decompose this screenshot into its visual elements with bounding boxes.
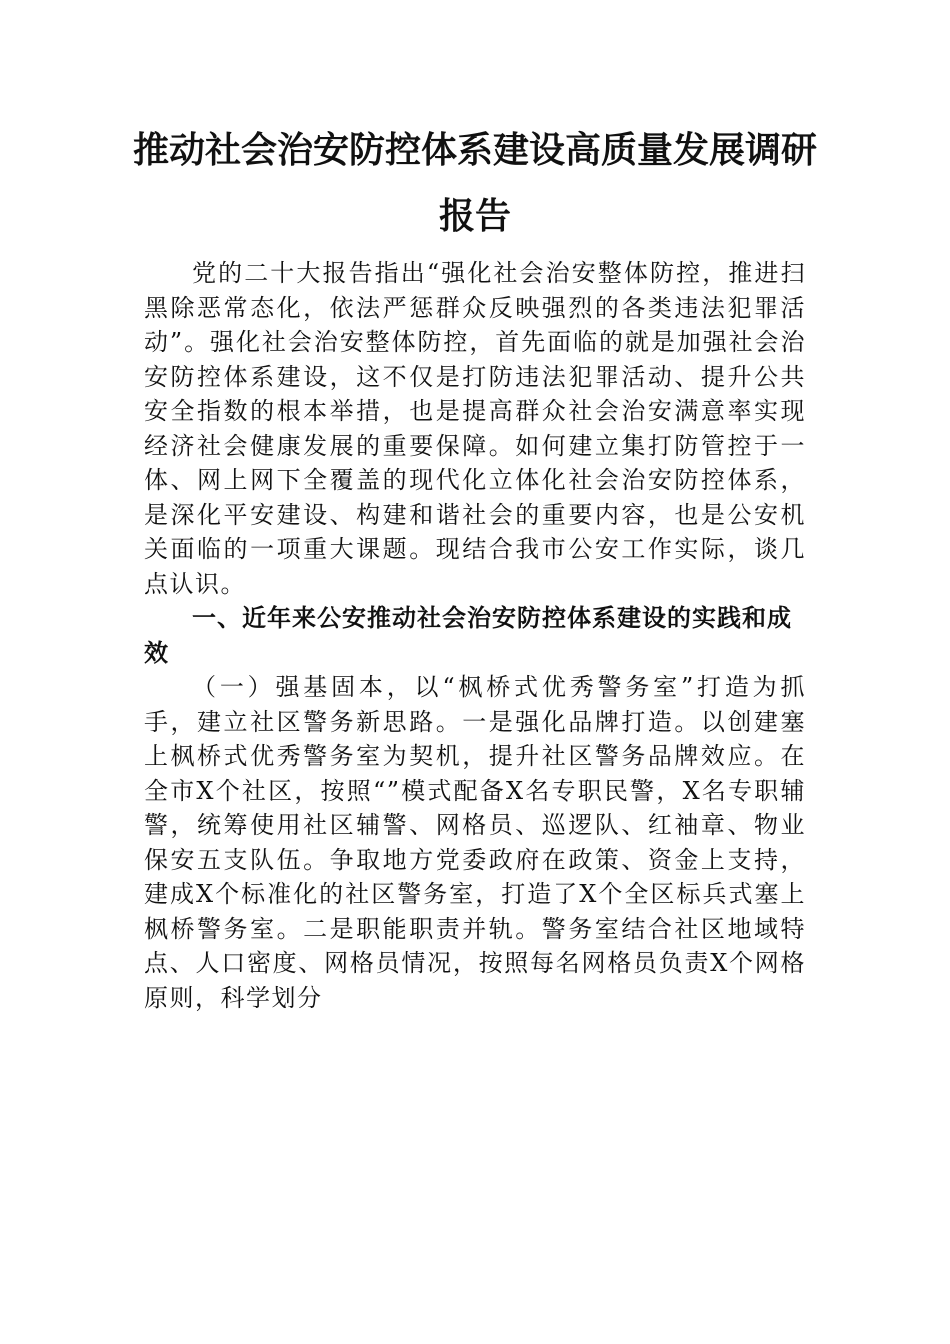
section-heading: 一、近年来公安推动社会治安防控体系建设的实践和成效: [144, 604, 792, 667]
section-paragraph: （一）强基固本，以“枫桥式优秀警务室”打造为抓手，建立社区警务新思路。一是强化品牌打造。以创建塞上枫桥式优秀警务室为契机，提升社区警务品牌效应。在全市X个社区，按照“”模式配备X名专职民警，X名专职辅警，统筹使用社区辅警、网格员、巡逻队、红袖章、物业保安五支队伍。争取地方党委政府在政策、资金上支持，建成X个标准化的社区警务室，打造了X个全区标兵式塞上枫桥警务室。二是职能职责并轨。警务室结合社区地域特点、人口密度、网格员情况，按照每名网格员负责X个网格原则，科学划分: [144, 673, 806, 1012]
document-title: 推动社会治安防控体系建设高质量发展调研报告: [132, 130, 817, 237]
document-body: [144, 256, 806, 1015]
intro-paragraph: 党的二十大报告指出“强化社会治安整体防控，推进扫黑除恶常态化，依法严惩群众反映强烈的各类违法犯罪活动”。强化社会治安整体防控，首先面临的就是加强社会治安防控体系建设，这不仅是打防违法犯罪活动、提升公共安全指数的根本举措，也是提高群众社会治安满意率实现经济社会健康发展的重要保障。如何建立集打防管控于一体、网上网下全覆盖的现代化立体化社会治安防控体系，是深化平安建设、构建和谐社会的重要内容，也是公安机关面临的一项重大课题。现结合我市公安工作实际，谈几点认识。: [144, 259, 806, 598]
document-page: [132, 118, 817, 1015]
